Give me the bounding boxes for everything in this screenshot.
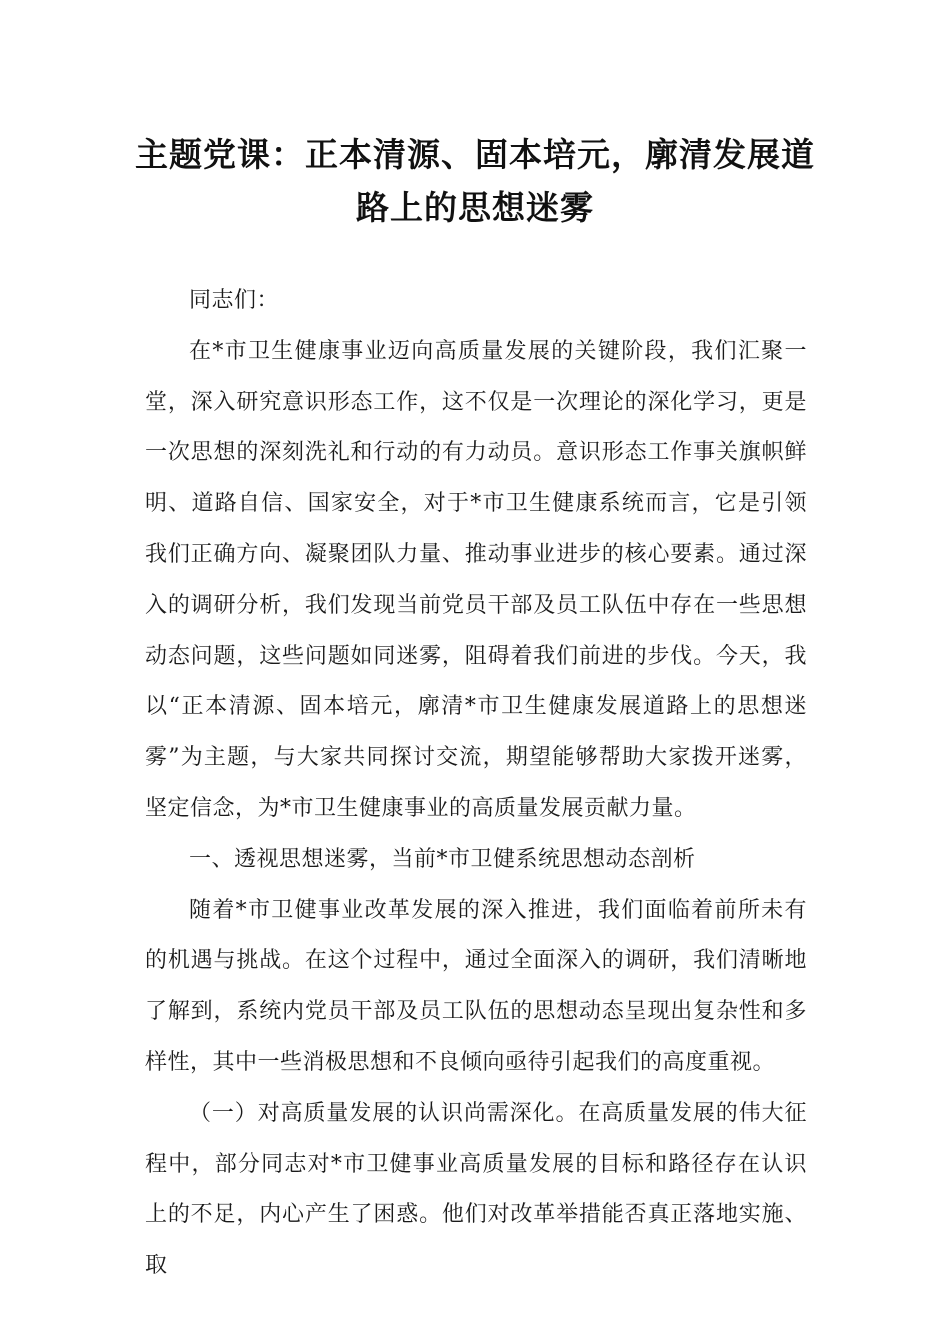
document-body [145,276,807,1292]
subsection-1-paragraph: （一）对高质量发展的认识尚需深化。在高质量发展的伟大征程中，部分同志对*市卫健事业高质量发展的目标和路径存在认识上的不足，内心产生了困惑。他们对改革举措能否真正落地实施、取 [145,1100,807,1279]
document-title: 主题党课：正本清源、固本培元，廓清发展道路上的思想迷雾 [135,135,815,227]
greeting-paragraph: 同志们： [189,288,280,313]
section-heading-1: 一、透视思想迷雾，当前*市卫健系统思想动态剖析 [189,846,696,872]
intro-paragraph: 在*市卫生健康事业迈向高质量发展的关键阶段，我们汇聚一堂，深入研究意识形态工作，这不仅是一次理论的深化学习，更是一次思想的深刻洗礼和行动的有力动员。意识形态工作事关旗帜鲜明、道路自信、国家安全，对于*市卫生健康系统而言，它是引领我们正确方向、凝聚团队力量、推动事业进步的核心要素。通过深入的调研分析，我们发现当前党员干部及员工队伍中存在一些思想动态问题，这些问题如同迷雾，阻碍着我们前进的步伐。今天，我以“正本清源、固本培元，廓清*市卫生健康发展道路上的思想迷雾”为主题，与大家共同探讨交流，期望能够帮助大家拨开迷雾，坚定信念，为*市卫生健康事业的高质量发展贡献力量。 [145,338,807,821]
section-1-paragraph: 随着*市卫健事业改革发展的深入推进，我们面临着前所未有的机遇与挑战。在这个过程中，通过全面深入的调研，我们清晰地了解到，系统内党员干部及员工队伍的思想动态呈现出复杂性和多样性，其中一些消极思想和不良倾向亟待引起我们的高度重视。 [145,897,807,1075]
